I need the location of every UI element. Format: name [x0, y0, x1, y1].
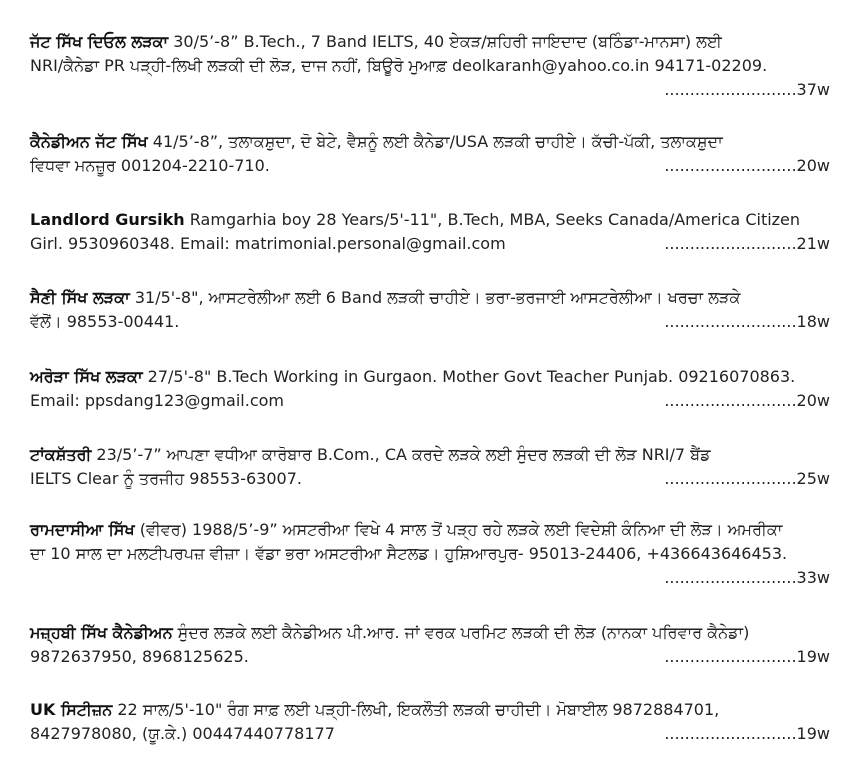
- ad-text: 27/5'-8" B.Tech Working in Gurgaon. Mother Govt Teacher Punjab. 09216070863.: [147, 367, 796, 386]
- ad-text: ਵੱਲੋਂ। 98553-00441.: [30, 312, 180, 331]
- ad-listing: [30, 518, 830, 590]
- ad-heading: ਕੈਨੇਡੀਅਨ ਜੱਟ ਸਿੱਖ: [30, 132, 148, 151]
- ad-text-line: [30, 389, 830, 413]
- ad-first-line: [30, 208, 830, 232]
- ad-code: ..........................20w: [664, 156, 830, 175]
- ad-heading: ਜੱਟ ਸਿੱਖ ਦਿਓਲ ਲੜਕਾ: [30, 32, 169, 51]
- ad-code: ..........................21w: [664, 234, 830, 253]
- ad-first-line: [30, 518, 830, 542]
- ad-listing: [30, 30, 830, 102]
- ad-first-line: [30, 621, 830, 645]
- ad-code: ..........................33w: [664, 568, 830, 587]
- ad-code: ..........................25w: [664, 469, 830, 488]
- ad-listing: [30, 443, 830, 491]
- ad-heading: ਟਾਂਕਸ਼ੱਤਰੀ: [30, 445, 92, 464]
- ad-listing: [30, 130, 830, 178]
- ad-first-line: [30, 30, 830, 54]
- ad-first-line: [30, 443, 830, 467]
- ad-heading: UK ਸਿਟੀਜ਼ਨ: [30, 700, 113, 719]
- ad-text-line: ਦਾ 10 ਸਾਲ ਦਾ ਮਲਟੀਪਰਪਜ਼ ਵੀਜ਼ਾ। ਵੱਡਾ ਭਰਾ ਅਸਟਰੀਆ ਸੈਟਲਡ। ਹੁਸ਼ਿਆਰਪੁਰ- 95013-24406, +436643646453.: [30, 544, 788, 563]
- ad-text-line: [30, 645, 830, 669]
- ad-first-line: [30, 130, 830, 154]
- ad-code: ..........................19w: [664, 724, 830, 743]
- ad-code: ..........................37w: [664, 80, 830, 99]
- ad-code: ..........................20w: [664, 391, 830, 410]
- ad-text: 30/5’-8” B.Tech., 7 Band IELTS, 40 ਏਕੜ/ਸ਼ਹਿਰੀ ਜਾਇਦਾਦ (ਬਠਿੰਡਾ-ਮਾਨਸਾ) ਲਈ: [173, 32, 722, 51]
- ad-first-line: [30, 365, 830, 389]
- ad-first-line: [30, 698, 830, 722]
- ad-heading: ਮਜ਼੍ਹਬੀ ਸਿੱਖ ਕੈਨੇਡੀਅਨ: [30, 623, 173, 642]
- ad-text-line: [30, 722, 830, 746]
- ad-text: Girl. 9530960348. Email: matrimonial.personal@gmail.com: [30, 234, 506, 253]
- ad-text-line: [30, 467, 830, 491]
- ad-code: ..........................18w: [664, 312, 830, 331]
- ad-first-line: [30, 286, 830, 310]
- ad-heading: Landlord Gursikh: [30, 210, 185, 229]
- ad-heading: ਰਾਮਦਾਸੀਆ ਸਿੱਖ: [30, 520, 135, 539]
- ad-text-line: NRI/ਕੈਨੇਡਾ PR ਪੜ੍ਹੀ-ਲਿਖੀ ਲੜਕੀ ਦੀ ਲੋੜ, ਦਾਜ ਨਹੀਂ, ਬਿਊਰੋ ਮੁਆਫ਼ deolkaranh@yahoo.co.in 94171-02209.: [30, 56, 768, 75]
- ad-listing: [30, 286, 830, 334]
- ad-text: IELTS Clear ਨੂੰ ਤਰਜੀਹ 98553-63007.: [30, 469, 302, 488]
- ad-text-line: [30, 310, 830, 334]
- ad-text: ਸੁੰਦਰ ਲੜਕੇ ਲਈ ਕੈਨੇਡੀਅਨ ਪੀ.ਆਰ. ਜਾਂ ਵਰਕ ਪਰਮਿਟ ਲੜਕੀ ਦੀ ਲੋੜ (ਨਾਨਕਾ ਪਰਿਵਾਰ ਕੈਨੇਡਾ): [177, 623, 750, 642]
- ad-code: ..........................19w: [664, 647, 830, 666]
- ad-text: ਵਿਧਵਾ ਮਨਜ਼ੂਰ 001204-2210-710.: [30, 156, 270, 175]
- ad-text: 8427978080, (ਯੂ.ਕੇ.) 00447440778177: [30, 724, 335, 743]
- ad-text: 41/5’-8”, ਤਲਾਕਸ਼ੁਦਾ, ਦੋ ਬੇਟੇ, ਵੈਸ਼ਨੂੰ ਲਈ ਕੈਨੇਡਾ/USA ਲੜਕੀ ਚਾਹੀਏ। ਕੱਚੀ-ਪੱਕੀ, ਤਲਾਕਸ਼ੁਦਾ: [152, 132, 723, 151]
- ad-text: 22 ਸਾਲ/5'-10" ਰੰਗ ਸਾਫ਼ ਲਈ ਪੜ੍ਹੀ-ਲਿਖੀ, ਇਕਲੌਤੀ ਲੜਕੀ ਚਾਹੀਦੀ। ਮੋਬਾਈਲ 9872884701,: [117, 700, 720, 719]
- ad-text: 23/5’-7” ਆਪਣਾ ਵਧੀਆ ਕਾਰੋਬਾਰ B.Com., CA ਕਰਦੇ ਲੜਕੇ ਲਈ ਸੁੰਦਰ ਲੜਕੀ ਦੀ ਲੋੜ NRI/7 ਬੈਂਡ: [96, 445, 711, 464]
- ad-heading: ਅਰੋੜਾ ਸਿੱਖ ਲੜਕਾ: [30, 367, 143, 386]
- ad-listing: [30, 365, 830, 413]
- ad-heading: ਸੈਣੀ ਸਿੱਖ ਲੜਕਾ: [30, 288, 130, 307]
- ad-text: Email: ppsdang123@gmail.com: [30, 391, 285, 410]
- ad-listing: [30, 621, 830, 669]
- ad-text: 9872637950, 8968125625.: [30, 647, 249, 666]
- ad-text: (ਵੀਵਰ) 1988/5’-9” ਅਸਟਰੀਆ ਵਿਖੇ 4 ਸਾਲ ਤੋਂ ਪੜ੍ਹ ਰਹੇ ਲੜਕੇ ਲਈ ਵਿਦੇਸ਼ੀ ਕੰਨਿਆ ਦੀ ਲੋੜ। ਅਮਰੀਕਾ: [139, 520, 783, 539]
- ad-text: Ramgarhia boy 28 Years/5'-11", B.Tech, MBA, Seeks Canada/America Citizen: [189, 210, 801, 229]
- ad-text: 31/5'-8", ਆਸਟਰੇਲੀਆ ਲਈ 6 Band ਲੜਕੀ ਚਾਹੀਏ। ਭਰਾ-ਭਰਜਾਈ ਆਸਟਰੇਲੀਆ। ਖਰਚਾ ਲੜਕੇ: [134, 288, 741, 307]
- ad-listing: [30, 698, 830, 746]
- ad-listing: [30, 208, 830, 256]
- ad-text-line: [30, 232, 830, 256]
- ad-text-line: [30, 154, 830, 178]
